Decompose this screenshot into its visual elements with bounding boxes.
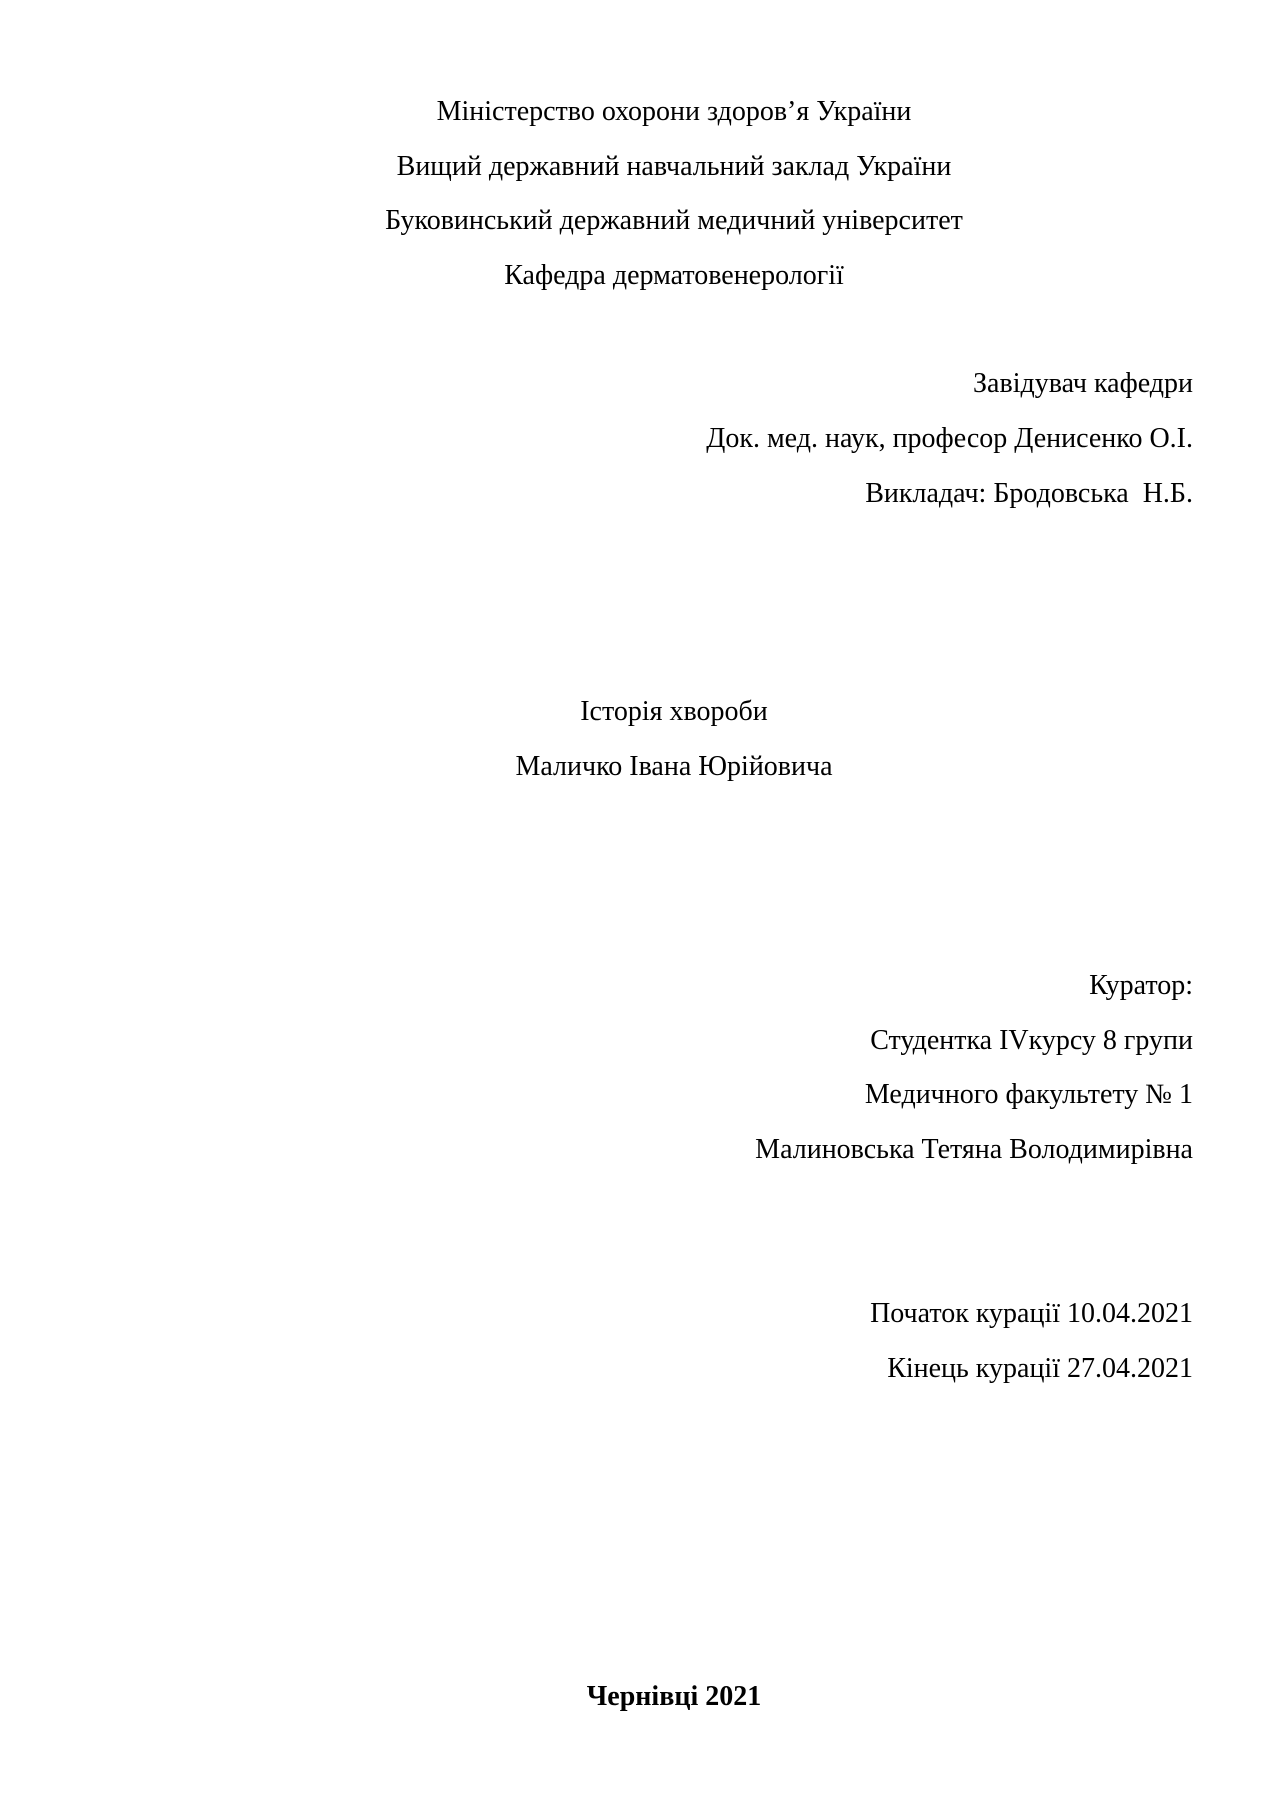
head-title-line: Завідувач кафедри <box>973 368 1193 399</box>
curator-faculty-line: Медичного факультету № 1 <box>864 1079 1193 1110</box>
teacher-line: Викладач: Бродовська Н.Б. <box>865 478 1193 509</box>
curator-student-line: Студентка IVкурсу 8 групи <box>870 1025 1193 1056</box>
department-line: Кафедра дерматовенерології <box>504 260 844 291</box>
curation-end-line: Кінець курації 27.04.2021 <box>887 1353 1193 1384</box>
head-name-line: Док. мед. наук, професор Денисенко О.І. <box>706 423 1193 454</box>
patient-name: Маличко Івана Юрійовича <box>515 751 833 782</box>
document-title: Історія хвороби <box>580 696 768 727</box>
curator-name-line: Малиновська Тетяна Володимирівна <box>755 1134 1193 1165</box>
curator-label: Куратор: <box>1089 970 1193 1001</box>
university-line: Буковинський державний медичний університет <box>385 205 963 236</box>
ministry-line: Міністерство охорони здоров’я України <box>436 96 912 127</box>
city-year-footer: Чернівці 2021 <box>586 1681 762 1712</box>
curation-start-line: Початок курації 10.04.2021 <box>870 1298 1193 1329</box>
institution-type-line: Вищий державний навчальний заклад України <box>396 151 952 182</box>
